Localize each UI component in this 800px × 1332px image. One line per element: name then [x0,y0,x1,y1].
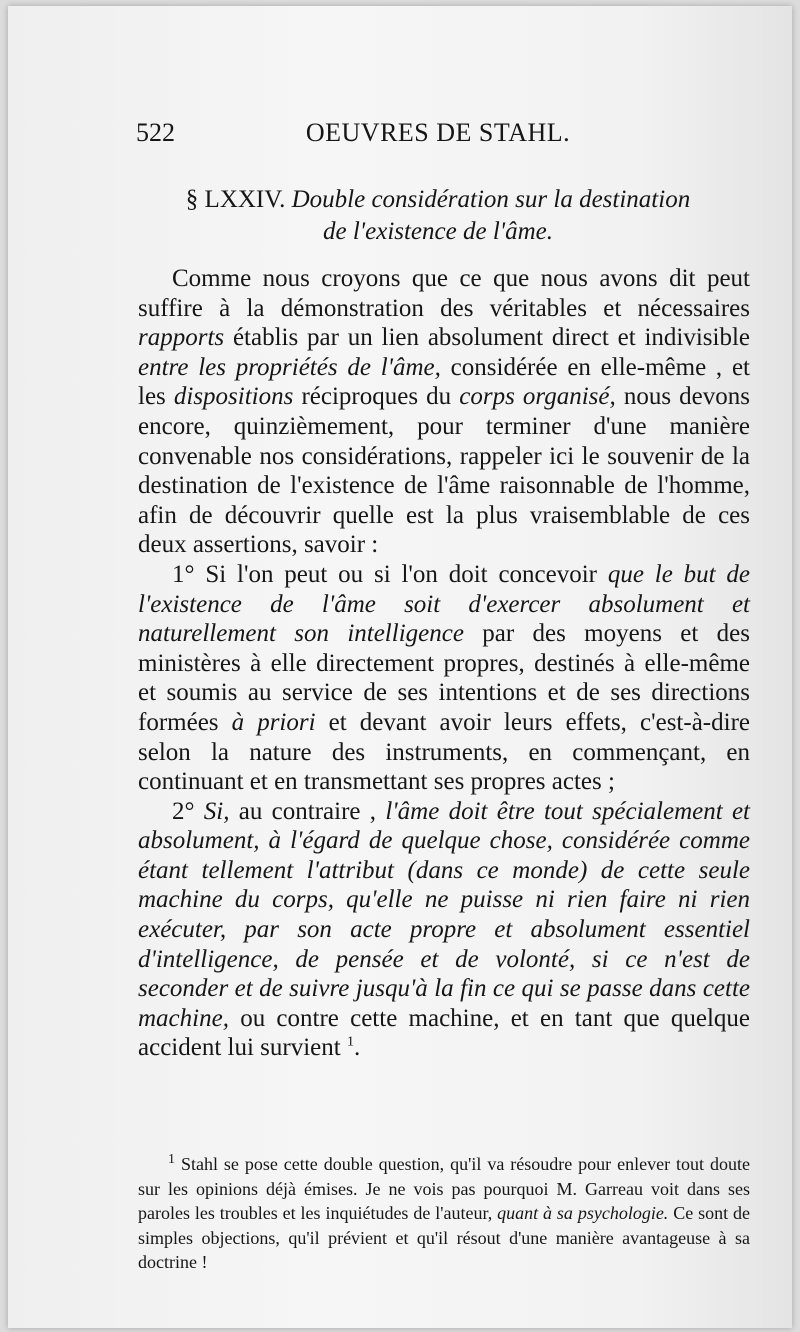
paragraph-2-text-a: Si l'on peut ou si l'on doit concevoir [194,560,608,588]
paragraph-2 [138,560,750,797]
paragraph-3 [138,797,750,1063]
section-heading [126,184,750,248]
footnote-emphasis: quant à sa psychologie. [497,1203,669,1223]
item-number-1: 1° [172,560,195,588]
body-text [138,264,750,1063]
paragraph-2-text-b: par des moyens et des ministères à elle directement propres, destinés à elle-même et soumis au service de ses intentions et de ses directions formées [138,620,750,736]
footnote-text-a: Stahl se pose cette double question, qu'il va résoudre pour enlever tout doute sur les opinions déjà émises. Je ne vois pas pourquoi M. Garreau voit dans ses paroles les troubles et les inquiétudes de l'auteur, [138,1154,750,1223]
item-number-2: 2° [172,797,195,825]
paragraph-2-emphasis-2: à priori [231,708,316,736]
paragraph-2-emphasis-1: que le but de l'existence de l'âme soit d'exercer absolument et naturellement son intelligence [138,560,750,648]
footnotes [138,1152,750,1275]
paragraph-1-text-c: considérée en elle-même , et les [138,353,750,411]
section-heading-line-1 [126,184,750,216]
section-title-line-1: Double considération sur la destination [291,186,691,213]
paragraph-1 [138,264,750,560]
page-header [126,118,750,154]
paragraph-1-text-d: réciproques du [293,383,460,411]
paragraph-2-text-c: et devant avoir leurs effets, c'est-à-dire selon la nature des instruments, en commençant, en continuant et en transmettant ses propres actes ; [138,708,750,796]
book-page [8,6,792,1328]
section-heading-line-2 [126,216,750,248]
paragraph-3-emphasis-2: l'âme doit être tout spécialement et absolument, à l'égard de quelque chose, considérée comme étant tellement l'attribut (dans ce monde) de cette seule machine du corps, qu'elle ne puisse ni rien faire ni rien exécuter, par son acte propre et absolument essentiel d'intelligence, de pensée et de volonté, si ce n'est de seconder et de suivre jusqu'à la fin ce qui se passe dans cette machine, [138,797,751,1032]
paragraph-1-emphasis-2: entre les propriétés de l'âme, [138,353,441,381]
paragraph-3-text-b: ou contre cette machine, et en tant que quelque accident lui survient [138,1004,750,1062]
footnote-text-b: Ce sont de simples objections, qu'il prévient et qu'il résout d'une manière avantageuse à sa doctrine ! [138,1203,751,1272]
paragraph-1-emphasis-1: rapports [138,324,225,352]
paragraph-1-emphasis-4: corps organisé, [459,383,616,411]
paragraph-3-text-a: au contraire , [229,797,386,825]
running-title: OEUVRES DE STAHL. [305,118,571,147]
paragraph-1-emphasis-3: dispositions [173,383,294,411]
footnote-1 [138,1152,750,1275]
footnote-marker: 1 [168,1152,175,1167]
paragraph-1-text-e: nous devons encore, quinzièmement, pour terminer d'une manière convenable nos considérations, rappeler ici le souvenir de la destination de l'existence de l'âme raisonnable de l'homme, afin de découvrir quelle est la plus vraisemblable de ces deux assertions, savoir : [138,383,750,559]
footnote-reference: 1 [346,1035,354,1051]
paragraph-1-text-b: établis par un lien absolument direct et indivisible [224,324,750,352]
section-title-line-2: de l'existence de l'âme. [322,218,554,245]
section-number: § LXXIV. [185,186,286,213]
paragraph-3-end: . [353,1034,361,1062]
page-number: 522 [136,118,175,147]
paragraph-1-text-a: Comme nous croyons que ce que nous avons dit peut suffire à la démonstration des véritables et nécessaires [138,265,750,322]
paragraph-3-emphasis-1: Si, [203,797,230,825]
